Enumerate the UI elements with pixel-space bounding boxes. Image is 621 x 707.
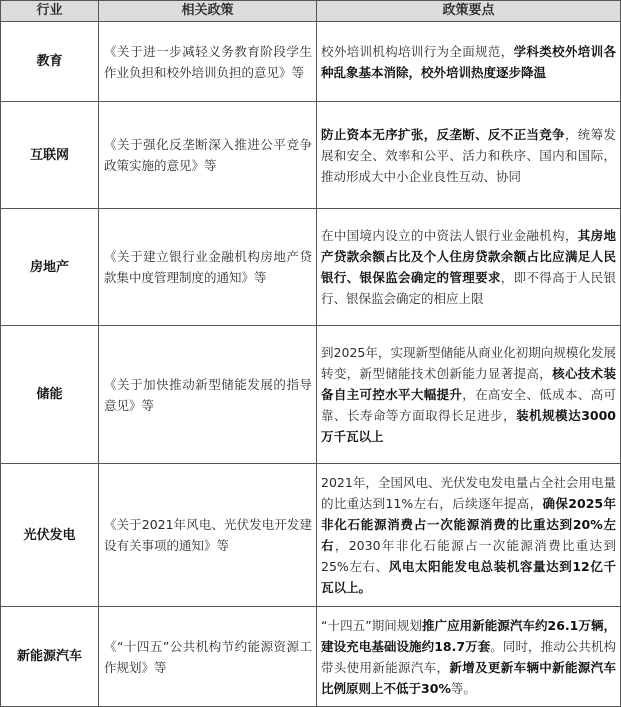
industry-cell: 储能: [1, 326, 99, 464]
points-text: 等。: [450, 680, 476, 696]
points-text: 。同时，推动公共机构带头使用新能源汽车，: [321, 638, 616, 675]
points-bold-text: 风电太阳能发电总装机容量达到12亿千瓦以上。: [321, 559, 616, 595]
industry-cell: 教育: [1, 22, 99, 102]
policy-cell: 《关于进一步减轻义务教育阶段学生作业负担和校外培训负担的意见》等: [99, 22, 317, 102]
points-text: 在中国境内设立的中资法人银行业金融机构，: [321, 228, 578, 243]
table-row: [1, 209, 621, 326]
points-cell: [317, 102, 621, 209]
points-cell: [317, 209, 621, 326]
policy-cell: 《关于建立银行业金融机构房地产贷款集中度管理制度的通知》等: [99, 209, 317, 326]
points-bold-text: 学科类校外培训各种乱象基本消除，校外培训热度逐步降温: [321, 43, 616, 80]
points-cell: [317, 326, 621, 464]
policy-cell: 《关于加快推动新型储能发展的指导意见》等: [99, 326, 317, 464]
table-row: [1, 102, 621, 209]
points-bold-text: 新增及更新车辆中新能源汽车比例原则上不低于30%: [321, 659, 616, 696]
points-text: 到2025年，实现新型储能从商业化初期向规模化发展转变，新型储能技术创新能力显著提高，: [321, 345, 616, 381]
points-cell: [317, 607, 621, 707]
points-bold-text: 推广应用新能源汽车约26.1万辆，建设充电基础设施约18.7万套: [321, 617, 617, 654]
policy-cell: 《关于强化反垄断深入推进公平竞争政策实施的意见》等: [99, 102, 317, 209]
points-cell: [317, 464, 621, 607]
points-text: ，2030年非化石能源占一次能源消费比重达到25%左右、: [321, 538, 616, 574]
points-text: ，在高安全、低成本、高可靠、长寿命等方面取得长足进步，: [321, 387, 616, 423]
points-text: “十四五”期间规划: [321, 617, 422, 633]
header-policy: 相关政策: [99, 1, 317, 22]
points-bold-text: 核心技术装备自主可控水平大幅提升: [321, 366, 616, 402]
points-bold-text: 装机规模达3000万千瓦以上: [321, 408, 616, 444]
points-text: ，即不得高于人民银行、银保监会确定的相应上限: [321, 270, 616, 306]
industry-cell: 房地产: [1, 209, 99, 326]
policy-cell: 《“十四五”公共机构节约能源资源工作规划》等: [99, 607, 317, 707]
points-cell: [317, 22, 621, 102]
points-text: ，统筹发展和安全、效率和公平、活力和秩序、国内和国际，推动形成大中小企业良性互动、协同: [321, 126, 616, 184]
table-row: [1, 22, 621, 102]
industry-cell: 互联网: [1, 102, 99, 209]
header-points: 政策要点: [317, 1, 621, 22]
industry-cell: 新能源汽车: [1, 607, 99, 707]
table-row: [1, 464, 621, 607]
policy-cell: 《关于2021年风电、光伏发电开发建设有关事项的通知》等: [99, 464, 317, 607]
points-bold-text: 防止资本无序扩张，反垄断、反不正当竞争: [321, 126, 565, 142]
points-text: 校外培训机构培训行为全面规范，: [321, 43, 514, 59]
table-row: [1, 607, 621, 707]
points-bold-text: 其房地产贷款余额占比及个人住房贷款余额占比应满足人民银行、银保监会确定的管理要求: [321, 228, 616, 285]
points-text: 2021年，全国风电、光伏发电发电量占全社会用电量的比重达到11%左右，后续逐年提高，: [321, 475, 616, 511]
header-industry: 行业: [1, 1, 99, 22]
header-row: [1, 1, 621, 22]
points-bold-text: 确保2025年非化石能源消费占一次能源消费的比重达到20%左右: [321, 496, 616, 553]
industry-cell: 光伏发电: [1, 464, 99, 607]
table-row: [1, 326, 621, 464]
